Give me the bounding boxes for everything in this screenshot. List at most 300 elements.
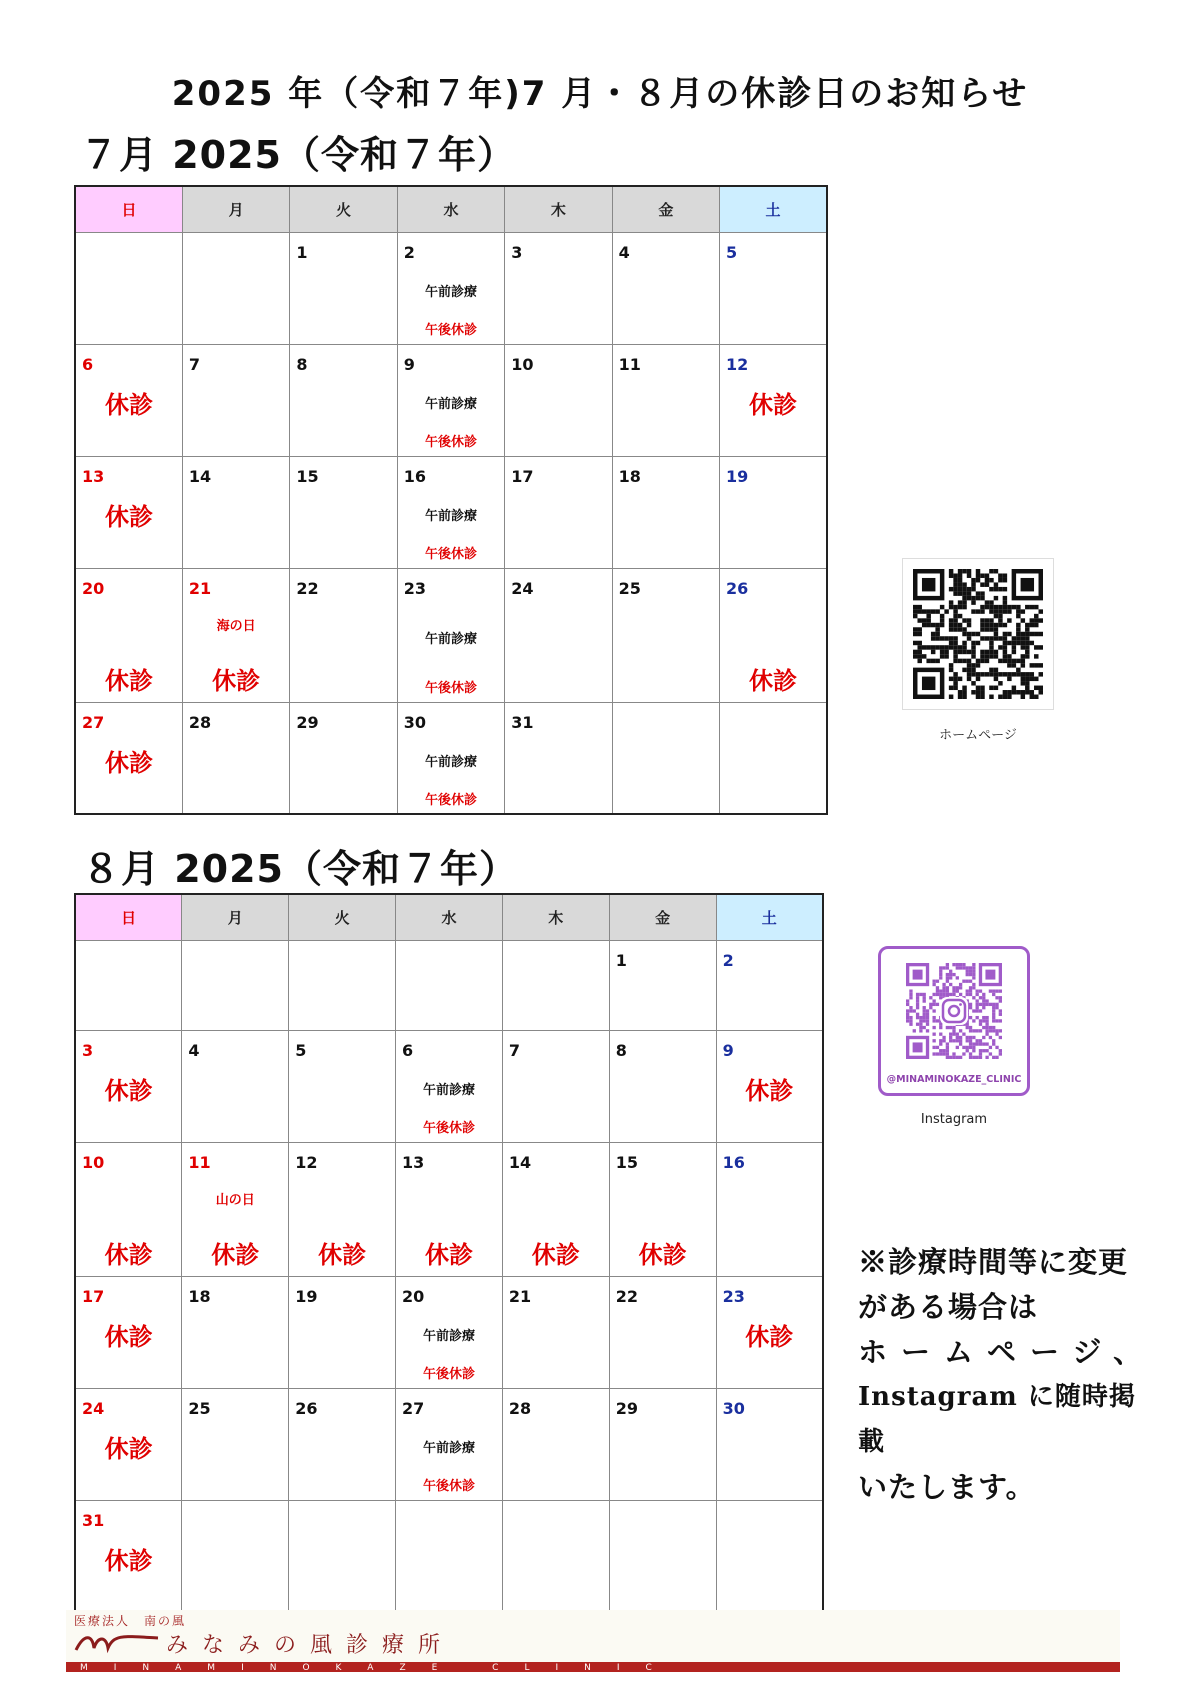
qr-module [942, 1039, 945, 1042]
qr-module [980, 605, 984, 609]
qr-module [1021, 663, 1025, 667]
notice-line: Instagram に随時掲載 [858, 1382, 1136, 1457]
week-row [75, 568, 827, 702]
qr-module [962, 600, 966, 604]
qr-module [995, 1006, 998, 1009]
day-number: 26 [295, 1398, 318, 1418]
weekday-header: 金 [609, 894, 716, 940]
day-cell [75, 456, 182, 568]
qr-module [992, 1009, 995, 1012]
qr-module [1030, 677, 1034, 681]
day-cell [182, 1388, 289, 1500]
weekday-header: 水 [397, 186, 504, 232]
day-number: 6 [82, 354, 94, 374]
qr-module [982, 1006, 985, 1009]
qr-module [999, 1013, 1002, 1016]
qr-module [971, 587, 975, 591]
pm-closed-label: 午後休診 [424, 792, 477, 808]
qr-module [932, 1033, 935, 1036]
qr-module [994, 686, 998, 690]
qr-module [980, 609, 984, 613]
qr-module [936, 980, 939, 983]
qr-module [1025, 627, 1029, 631]
qr-module [952, 1026, 955, 1029]
qr-module [1034, 614, 1038, 618]
qr-module [1012, 605, 1016, 609]
qr-module [969, 970, 972, 973]
qr-module [940, 623, 944, 627]
holiday-name: 山の日 [215, 1192, 255, 1208]
closed-label: 休診 [531, 1240, 580, 1269]
qr-module [1012, 672, 1016, 676]
day-cell [609, 1388, 716, 1500]
qr-module [976, 1056, 979, 1059]
weekday-header: 金 [612, 186, 719, 232]
qr-module [956, 1036, 959, 1039]
qr-module [982, 1042, 985, 1045]
qr-module [926, 614, 930, 618]
day-number: 2 [722, 950, 734, 970]
qr-module [985, 1019, 988, 1022]
day-cell [612, 232, 719, 344]
day-number: 17 [82, 1286, 105, 1306]
qr-module [949, 569, 953, 573]
qr-module [936, 986, 939, 989]
day-cell [290, 344, 397, 456]
notice-line: がある場合は [858, 1290, 1039, 1324]
qr-module [956, 963, 959, 966]
day-cell [505, 702, 612, 814]
day-number: 27 [402, 1398, 425, 1418]
day-cell [290, 568, 397, 702]
qr-module [949, 677, 953, 681]
day-cell [396, 1030, 503, 1142]
qr-module [967, 632, 971, 636]
week-row [75, 232, 827, 344]
instagram-qr-code[interactable] [878, 946, 1030, 1096]
empty-day-cell [502, 1500, 609, 1612]
qr-module [929, 996, 932, 999]
qr-module [1003, 573, 1007, 577]
qr-module [967, 677, 971, 681]
day-cell [612, 568, 719, 702]
qr-module [1003, 596, 1007, 600]
qr-module [982, 1026, 985, 1029]
day-cell [289, 1276, 396, 1388]
qr-module [972, 1042, 975, 1045]
pm-closed-label: 午後休診 [424, 434, 477, 450]
qr-module [980, 659, 984, 663]
qr-module [1016, 614, 1020, 618]
qr-module [980, 596, 984, 600]
pm-closed-label: 午後休診 [424, 322, 477, 338]
corporation-name: 医療法人 南の風 [74, 1614, 187, 1628]
qr-module [926, 1013, 929, 1016]
qr-module [1007, 677, 1011, 681]
qr-module [946, 993, 949, 996]
day-cell [75, 344, 182, 456]
empty-day-cell [396, 940, 503, 1030]
week-row [75, 1142, 823, 1276]
qr-module [995, 996, 998, 999]
weekday-header: 月 [182, 894, 289, 940]
week-row [75, 1276, 823, 1388]
day-number: 21 [508, 1286, 532, 1306]
day-number: 2 [403, 242, 415, 262]
qr-module [972, 970, 975, 973]
day-number: 18 [618, 466, 641, 486]
qr-module [1007, 690, 1011, 694]
weekday-header: 土 [720, 186, 827, 232]
qr-module [959, 963, 962, 966]
day-cell [397, 702, 504, 814]
qr-module [922, 645, 926, 649]
qr-module [939, 996, 942, 999]
qr-module [958, 690, 962, 694]
qr-module [962, 632, 966, 636]
qr-module [989, 641, 993, 645]
weekday-header: 火 [290, 186, 397, 232]
qr-module [976, 989, 979, 992]
qr-module [985, 1003, 988, 1006]
day-number: 14 [508, 1152, 532, 1172]
empty-day-cell [612, 702, 719, 814]
qr-module [949, 1033, 952, 1036]
qr-module [916, 996, 919, 999]
qr-module [936, 1019, 939, 1022]
qr-module [932, 1046, 935, 1049]
qr-module [949, 993, 952, 996]
qr-module [917, 632, 921, 636]
day-number: 21 [188, 578, 212, 598]
day-number: 16 [722, 1152, 745, 1172]
weekday-header-row [75, 186, 827, 232]
qr-finder-pattern [922, 677, 935, 690]
qr-module [969, 1029, 972, 1032]
qr-module [913, 1009, 916, 1012]
qr-module [989, 645, 993, 649]
qr-module [992, 989, 995, 992]
qr-module [982, 1016, 985, 1019]
day-number: 29 [615, 1398, 638, 1418]
qr-module [942, 989, 945, 992]
qr-module [980, 690, 984, 694]
day-number: 1 [296, 242, 308, 262]
qr-module [1025, 645, 1029, 649]
day-cell [396, 1142, 503, 1276]
qr-module [966, 1026, 969, 1029]
qr-module [980, 686, 984, 690]
qr-module [962, 650, 966, 654]
qr-module [989, 569, 993, 573]
closed-label: 休診 [104, 1546, 153, 1575]
closed-label: 休診 [104, 1322, 153, 1351]
qr-module [909, 1016, 912, 1019]
qr-module [989, 587, 993, 591]
qr-module [976, 641, 980, 645]
qr-module [992, 1019, 995, 1022]
qr-module [931, 645, 935, 649]
qr-module [939, 1042, 942, 1045]
qr-module [989, 650, 993, 654]
qr-module [962, 627, 966, 631]
day-cell [612, 456, 719, 568]
qr-module [966, 1049, 969, 1052]
qr-module [995, 1046, 998, 1049]
qr-module [1021, 609, 1025, 613]
qr-module [976, 596, 980, 600]
qr-module [998, 695, 1002, 699]
qr-module [1030, 623, 1034, 627]
qr-module [969, 1042, 972, 1045]
qr-module [967, 672, 971, 676]
day-number: 7 [508, 1040, 521, 1060]
day-cell [396, 1388, 503, 1500]
day-number: 5 [726, 242, 738, 262]
qr-module [1012, 641, 1016, 645]
qr-module [994, 605, 998, 609]
qr-module [916, 1003, 919, 1006]
qr-module [913, 605, 917, 609]
qr-module [980, 672, 984, 676]
qr-module [989, 695, 993, 699]
qr-module [949, 970, 952, 973]
qr-module [1034, 654, 1038, 658]
day-cell [75, 1030, 182, 1142]
qr-module [992, 1003, 995, 1006]
qr-module [1030, 605, 1034, 609]
qr-module [949, 663, 953, 667]
empty-day-cell [75, 940, 182, 1030]
qr-module [989, 636, 993, 640]
day-number: 25 [618, 578, 641, 598]
qr-module [939, 1039, 942, 1042]
qr-module [952, 1056, 955, 1059]
qr-module [944, 650, 948, 654]
qr-module [989, 668, 993, 672]
qr-module [1003, 632, 1007, 636]
qr-module [989, 1052, 992, 1055]
qr-module [958, 627, 962, 631]
qr-module [958, 677, 962, 681]
qr-module [913, 609, 917, 613]
qr-module [962, 605, 966, 609]
qr-module [1025, 605, 1029, 609]
qr-module [956, 976, 959, 979]
qr-module [956, 1033, 959, 1036]
qr-module [962, 596, 966, 600]
qr-module [985, 1033, 988, 1036]
qr-module [906, 1003, 909, 1006]
qr-module [979, 996, 982, 999]
qr-module [906, 1009, 909, 1012]
qr-module [971, 578, 975, 582]
schedule-change-notice [858, 1240, 1158, 1510]
qr-module [949, 623, 953, 627]
qr-module [972, 1056, 975, 1059]
day-cell [720, 344, 827, 456]
qr-module [1016, 672, 1020, 676]
weekday-header: 土 [716, 894, 823, 940]
qr-module [909, 1023, 912, 1026]
qr-module [962, 695, 966, 699]
qr-module [962, 582, 966, 586]
holiday-name: 海の日 [216, 618, 256, 634]
qr-module [1007, 663, 1011, 667]
qr-module [942, 1049, 945, 1052]
qr-module [932, 1019, 935, 1022]
qr-module [959, 1039, 962, 1042]
qr-module [971, 609, 975, 613]
qr-module [985, 636, 989, 640]
qr-module [935, 632, 939, 636]
day-number: 14 [188, 466, 212, 486]
qr-module [995, 1019, 998, 1022]
qr-module [936, 989, 939, 992]
qr-module [967, 668, 971, 672]
qr-module [916, 1013, 919, 1016]
qr-module [939, 1049, 942, 1052]
qr-module [1007, 672, 1011, 676]
qr-module [962, 668, 966, 672]
day-number: 9 [722, 1040, 734, 1060]
qr-module [958, 623, 962, 627]
qr-module [1003, 587, 1007, 591]
qr-module [1003, 695, 1007, 699]
qr-module [992, 1016, 995, 1019]
qr-module [1039, 609, 1043, 613]
qr-module [969, 1039, 972, 1042]
qr-module [992, 1056, 995, 1059]
qr-module [962, 963, 965, 966]
qr-module [967, 663, 971, 667]
qr-module [946, 1026, 949, 1029]
day-cell [397, 344, 504, 456]
qr-module [962, 1033, 965, 1036]
qr-module [962, 690, 966, 694]
day-number: 23 [722, 1286, 745, 1306]
clinic-logo-footer [66, 1610, 1120, 1672]
qr-module [999, 1052, 1002, 1055]
qr-module [1025, 672, 1029, 676]
qr-module [989, 609, 993, 613]
qr-module [952, 986, 955, 989]
qr-module [949, 618, 953, 622]
qr-module [926, 659, 930, 663]
qr-module [976, 591, 980, 595]
qr-module [906, 1016, 909, 1019]
qr-module [971, 654, 975, 658]
qr-module [962, 641, 966, 645]
qr-module [1030, 663, 1034, 667]
closed-label: 休診 [104, 1240, 153, 1269]
homepage-qr-code[interactable] [902, 558, 1054, 710]
qr-module [971, 645, 975, 649]
qr-module [985, 999, 988, 1002]
qr-module [1034, 695, 1038, 699]
qr-module [1007, 618, 1011, 622]
day-number: 23 [403, 578, 427, 598]
qr-module [959, 993, 962, 996]
day-number: 4 [618, 242, 630, 262]
qr-module [980, 618, 984, 622]
qr-module [1034, 677, 1038, 681]
day-cell [289, 1388, 396, 1500]
qr-module [999, 1029, 1002, 1032]
day-number: 4 [188, 1040, 200, 1060]
qr-module [952, 1052, 955, 1055]
day-cell [720, 456, 827, 568]
qr-module [998, 573, 1002, 577]
qr-module [939, 976, 942, 979]
qr-module [926, 623, 930, 627]
day-cell [612, 344, 719, 456]
qr-module [976, 1016, 979, 1019]
qr-module [979, 1023, 982, 1026]
qr-module [992, 1026, 995, 1029]
qr-module [919, 993, 922, 996]
qr-module [969, 1016, 972, 1019]
qr-module [972, 1046, 975, 1049]
qr-module [1025, 636, 1029, 640]
qr-module [989, 1029, 992, 1032]
qr-module [989, 1026, 992, 1029]
qr-module [935, 627, 939, 631]
qr-module [1030, 641, 1034, 645]
qr-module [931, 632, 935, 636]
calendar-july [74, 185, 828, 815]
day-cell [505, 232, 612, 344]
qr-module [969, 1036, 972, 1039]
qr-module [1025, 681, 1029, 685]
qr-module [976, 1003, 979, 1006]
qr-module [953, 591, 957, 595]
qr-module [942, 1052, 945, 1055]
weekday-header: 水 [396, 894, 503, 940]
qr-module [1034, 686, 1038, 690]
qr-module [1021, 677, 1025, 681]
day-cell [75, 1388, 182, 1500]
qr-module [953, 609, 957, 613]
qr-module [946, 1042, 949, 1045]
qr-module [980, 654, 984, 658]
qr-module [932, 1039, 935, 1042]
qr-module [979, 1049, 982, 1052]
page-title: 2025 年（令和７年)7 月・８月の休診日のお知らせ [171, 74, 1029, 114]
qr-module [923, 993, 926, 996]
qr-module [999, 999, 1002, 1002]
qr-module [979, 1029, 982, 1032]
qr-module [980, 650, 984, 654]
qr-module [980, 695, 984, 699]
qr-module [923, 1026, 926, 1029]
qr-module [952, 973, 955, 976]
qr-module [972, 973, 975, 976]
qr-module [917, 605, 921, 609]
qr-module [936, 1052, 939, 1055]
closed-label: 休診 [104, 1434, 153, 1463]
qr-module [926, 1009, 929, 1012]
qr-module [1034, 645, 1038, 649]
qr-module [949, 973, 952, 976]
qr-module [1007, 659, 1011, 663]
qr-module [976, 672, 980, 676]
qr-module [926, 618, 930, 622]
day-cell [502, 1142, 609, 1276]
qr-module [998, 636, 1002, 640]
qr-module [940, 614, 944, 618]
qr-module [969, 980, 972, 983]
